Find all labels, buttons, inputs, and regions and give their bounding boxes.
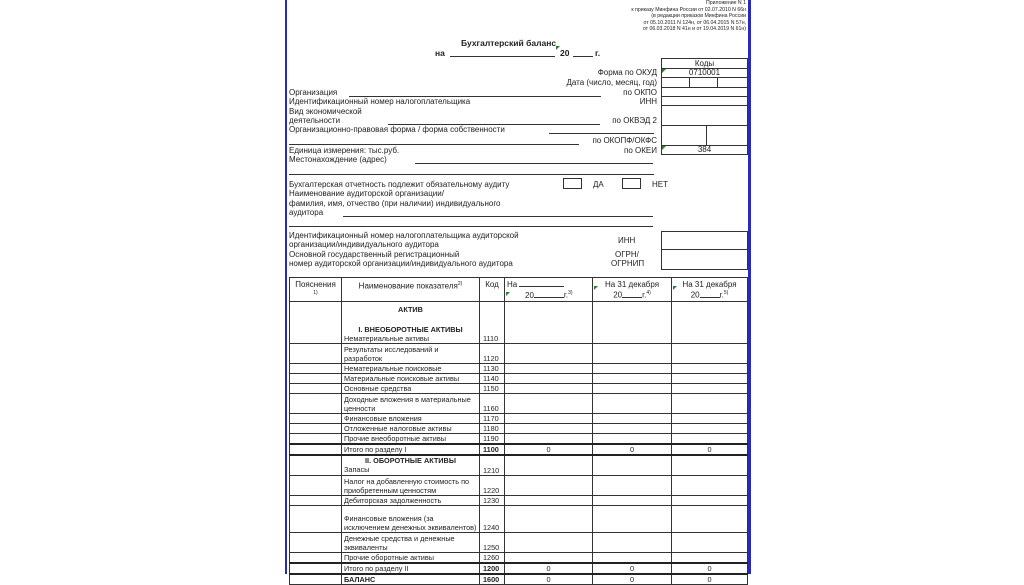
note-line: к приказу Минфина России от 02.07.2010 N 66н: [631, 6, 746, 13]
value-cell[interactable]: [672, 434, 748, 445]
value-cell[interactable]: [505, 475, 593, 495]
table-row: [290, 414, 748, 424]
row-name: Доходные вложения в материальные ценности: [342, 394, 480, 414]
value-cell[interactable]: [505, 384, 593, 394]
table-row: [290, 424, 748, 434]
note-line: (в редакции приказов Минфина России: [651, 13, 746, 19]
activity-label-line1: Вид экономической: [289, 107, 362, 116]
row-name: Дебиторская задолженность: [342, 495, 480, 505]
cell-marker-icon: [662, 69, 666, 73]
row-code: 1150: [480, 384, 505, 394]
note-line: от 06.03.2018 N 41н и от 19.04.2019 N 61н): [642, 26, 746, 32]
row-code: 1210: [480, 455, 505, 475]
value-cell[interactable]: [593, 475, 672, 495]
title-year-suffix: г.: [595, 48, 601, 58]
note-line: Приложение N 1: [706, 0, 746, 6]
document-title: Бухгалтерский баланс: [461, 38, 557, 48]
value-cell[interactable]: [593, 434, 672, 445]
auditor-name-field[interactable]: [343, 216, 653, 217]
value-cell[interactable]: [505, 552, 593, 563]
legal-form-field[interactable]: [549, 133, 654, 134]
value-cell[interactable]: [593, 344, 672, 364]
row-code: 1240: [480, 505, 505, 532]
auditor-inn-label-line2: организации/индивидуального аудитора: [289, 240, 439, 249]
row-code: 1120: [480, 344, 505, 364]
value-cell: 0: [505, 574, 593, 585]
audit-yes-checkbox[interactable]: [563, 178, 582, 189]
notes-cell[interactable]: [290, 505, 342, 532]
value-cell[interactable]: [672, 455, 748, 475]
row-code: 1100: [480, 444, 505, 455]
subtotal-row: [290, 444, 748, 455]
notes-cell[interactable]: [290, 434, 342, 445]
row-name: Нематериальные активы: [344, 334, 430, 343]
notes-cell[interactable]: [290, 374, 342, 384]
cell-marker-icon: [594, 286, 598, 290]
notes-cell[interactable]: [290, 414, 342, 424]
auditor-inn-code-label: ИНН: [618, 236, 636, 245]
unit-label: Единица измерения: тыс.руб.: [289, 146, 400, 155]
table-row: [290, 302, 748, 344]
value-cell[interactable]: [505, 495, 593, 505]
note-line: от 05.10.2011 N 124н, от 06.04.2015 N 57н,: [643, 19, 746, 26]
value-cell[interactable]: [505, 434, 593, 445]
audit-required-label: Бухгалтерская отчетность подлежит обязательному аудиту: [289, 180, 510, 189]
auditor-ogrn-code-label-line2: ОГРНИП: [611, 259, 645, 268]
row-code: 1140: [480, 374, 505, 384]
notes-cell[interactable]: [290, 302, 342, 344]
value-cell[interactable]: [672, 505, 748, 532]
balance-sheet-page: [285, 0, 751, 584]
okei-code-value: 384: [661, 145, 748, 155]
auditor-ogrn-field[interactable]: [661, 249, 748, 270]
section2-heading: II. ОБОРОТНЫЕ АКТИВЫ: [365, 456, 456, 465]
table-row: [290, 495, 748, 505]
value-cell[interactable]: [593, 302, 672, 344]
audit-yes-label: ДА: [593, 180, 604, 189]
table-row: [290, 344, 748, 364]
row-name: Материальные поисковые активы: [342, 374, 480, 384]
auditor-ogrn-code-label-line1: ОГРН/: [615, 250, 639, 259]
table-row: [290, 505, 748, 532]
row-name: Основные средства: [342, 384, 480, 394]
audit-no-label: НЕТ: [652, 180, 668, 189]
header-notes: Пояснения $^{1)}$: [290, 278, 342, 302]
location-field[interactable]: [415, 163, 653, 164]
value-cell[interactable]: [672, 302, 748, 344]
value-cell[interactable]: [593, 364, 672, 374]
row-name: Финансовые вложения: [342, 414, 480, 424]
notes-cell[interactable]: [290, 563, 342, 574]
header-code: Код: [480, 278, 505, 302]
value-cell: 0: [593, 444, 672, 455]
value-cell[interactable]: [672, 552, 748, 563]
header-period-before-prior: На 31 декабря 20 г.$^{5)}$: [672, 278, 748, 302]
section1-heading: I. ВНЕОБОРОТНЫЕ АКТИВЫ: [358, 325, 463, 334]
auditor-name-label-line2: фамилия, имя, отчество (при наличии) индивидуального: [289, 199, 501, 208]
cell-marker-icon: [506, 292, 510, 296]
row-code: 1190: [480, 434, 505, 445]
value-cell[interactable]: [505, 364, 593, 374]
row-code: 1260: [480, 552, 505, 563]
row-code: 1200: [480, 563, 505, 574]
value-cell: 0: [505, 563, 593, 574]
value-cell: 0: [672, 574, 748, 585]
legal-reference-note: [631, 0, 746, 33]
row-name: Налог на добавленную стоимость по приобретенным ценностям: [342, 475, 480, 495]
codes-header: Коды: [661, 58, 748, 69]
okopf-label: по ОКОПФ/ОКФС: [592, 136, 657, 145]
date-label: Дата (число, месяц, год): [566, 78, 657, 87]
value-cell[interactable]: [593, 552, 672, 563]
table-row: [290, 394, 748, 414]
table-row: [290, 475, 748, 495]
value-cell: 0: [593, 574, 672, 585]
value-cell[interactable]: [593, 495, 672, 505]
okved-label: по ОКВЭД 2: [612, 116, 657, 125]
value-cell[interactable]: [672, 394, 748, 414]
okfs-code-field[interactable]: [706, 125, 748, 146]
row-code: 1160: [480, 394, 505, 414]
indicator-name: [342, 455, 480, 475]
value-cell[interactable]: [593, 505, 672, 532]
table-row: [290, 364, 748, 374]
row-name: Прочие оборотные активы: [342, 552, 480, 563]
header-indicator-name: Наименование показателя$^{2)}$: [342, 278, 480, 302]
auditor-name-field-line2[interactable]: [289, 226, 653, 227]
subtotal-row: [290, 563, 748, 574]
location-label: Местонахождение (адрес): [289, 155, 387, 164]
value-cell[interactable]: [672, 414, 748, 424]
header-period-current: На 20 г.$^{3)}$: [505, 278, 593, 302]
table-row: [290, 455, 748, 475]
cell-marker-icon: [673, 286, 677, 290]
activity-label-line2: деятельности: [289, 116, 341, 125]
notes-cell[interactable]: [290, 364, 342, 374]
table-row: [290, 552, 748, 563]
table-row: [290, 374, 748, 384]
row-code: 1230: [480, 495, 505, 505]
inn-label: ИНН: [639, 97, 657, 106]
value-cell[interactable]: [505, 414, 593, 424]
table-row: [290, 384, 748, 394]
row-name: Денежные средства и денежные эквиваленты: [342, 532, 480, 552]
value-cell[interactable]: [672, 424, 748, 434]
notes-cell[interactable]: [290, 475, 342, 495]
auditor-ogrn-label-line1: Основной государственный регистрационный: [289, 250, 460, 259]
row-name: Финансовые вложения (за исключением денежных эквивалентов): [342, 505, 480, 532]
value-cell[interactable]: [505, 424, 593, 434]
row-name: Отложенные налоговые активы: [342, 424, 480, 434]
value-cell[interactable]: [505, 455, 593, 475]
value-cell[interactable]: [593, 414, 672, 424]
auditor-name-label-line1: Наименование аудиторской организации/: [289, 189, 444, 198]
legal-form-field-line2[interactable]: [289, 144, 579, 145]
value-cell[interactable]: [672, 475, 748, 495]
notes-cell[interactable]: [290, 444, 342, 455]
row-code: 1250: [480, 532, 505, 552]
value-cell[interactable]: [672, 495, 748, 505]
title-date-prefix: на: [435, 48, 445, 58]
value-cell[interactable]: [672, 384, 748, 394]
value-cell[interactable]: [672, 374, 748, 384]
row-code: 1220: [480, 475, 505, 495]
notes-cell[interactable]: [290, 574, 342, 585]
balance-total-row: [290, 574, 748, 585]
indicator-name: [342, 302, 480, 344]
value-cell[interactable]: [505, 505, 593, 532]
row-name: Итого по разделу I: [342, 444, 480, 455]
value-cell[interactable]: [593, 374, 672, 384]
notes-cell[interactable]: [290, 495, 342, 505]
taxpayer-id-label: Идентификационный номер налогоплательщика: [289, 97, 471, 106]
value-cell[interactable]: [672, 344, 748, 364]
value-cell[interactable]: [593, 424, 672, 434]
auditor-inn-field[interactable]: [661, 231, 748, 250]
value-cell[interactable]: [505, 532, 593, 552]
value-cell[interactable]: [593, 384, 672, 394]
okpo-label: по ОКПО: [623, 88, 657, 97]
title-year-prefix: 20: [560, 48, 570, 58]
notes-cell[interactable]: [290, 394, 342, 414]
notes-cell[interactable]: [290, 424, 342, 434]
legal-form-label: Организационно-правовая форма / форма собственности: [289, 125, 505, 134]
notes-cell[interactable]: [290, 384, 342, 394]
row-code: 1600: [480, 574, 505, 585]
okud-code-value: 0710001: [661, 68, 748, 78]
value-cell[interactable]: [593, 532, 672, 552]
row-name: Результаты исследований и разработок: [342, 344, 480, 364]
notes-cell[interactable]: [290, 532, 342, 552]
value-cell[interactable]: [505, 302, 593, 344]
okei-label: по ОКЕИ: [624, 146, 657, 155]
section-asset-heading: АКТИВ: [398, 305, 423, 314]
notes-cell[interactable]: [290, 344, 342, 364]
row-name: Нематериальные поисковые: [342, 364, 480, 374]
value-cell[interactable]: [672, 532, 748, 552]
location-field-line2[interactable]: [289, 174, 654, 175]
value-cell[interactable]: [672, 364, 748, 374]
title-date-field[interactable]: [450, 56, 555, 57]
value-cell[interactable]: [593, 394, 672, 414]
value-cell[interactable]: [593, 455, 672, 475]
row-code: 1110: [480, 302, 505, 344]
table-row: [290, 532, 748, 552]
auditor-name-label-line3: аудитора: [289, 208, 324, 217]
organization-label: Организация: [289, 88, 338, 97]
row-code: 1180: [480, 424, 505, 434]
table-row: [290, 434, 748, 445]
row-code: 1130: [480, 364, 505, 374]
cell-marker-icon: [662, 146, 666, 150]
value-cell: 0: [672, 444, 748, 455]
auditor-ogrn-label-line2: номер аудиторской организации/индивидуального аудитора: [289, 259, 513, 268]
notes-cell[interactable]: [290, 455, 342, 475]
balance-sheet-table: [289, 277, 748, 585]
value-cell: 0: [593, 563, 672, 574]
row-name: Прочие внеоборотные активы: [342, 434, 480, 445]
okved-code-field[interactable]: [661, 105, 748, 126]
auditor-inn-label-line1: Идентификационный номер налогоплательщика аудиторской: [289, 231, 519, 240]
notes-cell[interactable]: [290, 552, 342, 563]
okud-label: Форма по ОКУД: [597, 68, 657, 77]
value-cell: 0: [505, 444, 593, 455]
table-header-row: [290, 278, 748, 302]
title-year-field[interactable]: [573, 56, 593, 57]
audit-no-checkbox[interactable]: [622, 178, 641, 189]
row-name: Запасы: [344, 465, 370, 474]
row-name: БАЛАНС: [342, 574, 480, 585]
value-cell[interactable]: [505, 344, 593, 364]
value-cell: 0: [672, 563, 748, 574]
value-cell[interactable]: [505, 394, 593, 414]
row-code: 1170: [480, 414, 505, 424]
header-period-prior: На 31 декабря 20 г.$^{4)}$: [593, 278, 672, 302]
okopf-code-field[interactable]: [661, 125, 707, 146]
value-cell[interactable]: [505, 374, 593, 384]
row-name: Итого по разделу II: [342, 563, 480, 574]
